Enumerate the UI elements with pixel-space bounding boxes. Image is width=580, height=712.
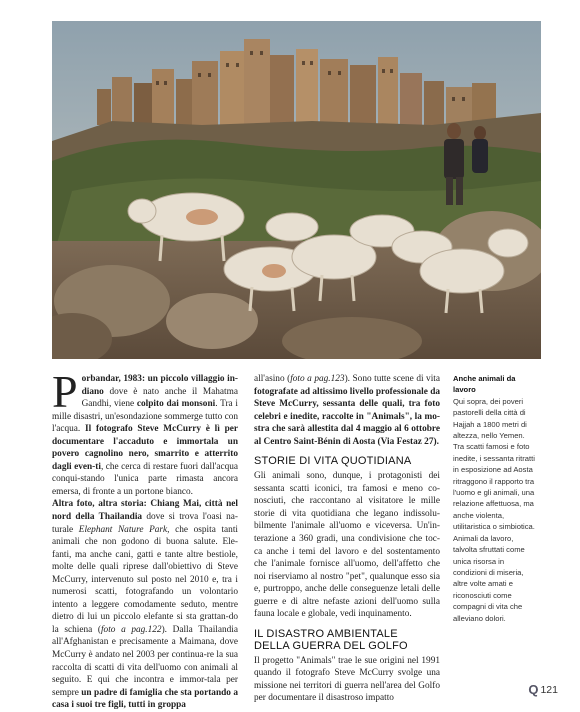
run: dove si trova l'oasi na-turale (52, 512, 238, 535)
section-heading-1: STORIE DI VITA QUOTIDIANA (254, 455, 412, 468)
paragraph-intro (52, 366, 239, 498)
run: foto a pag.123 (290, 374, 345, 384)
run: ). Sono tutte scene di vita (344, 374, 440, 384)
caption-text: Qui sopra, dei poveri pastorelli della città di Hajjah a 1800 metri di altezza, nello Yemen. Tra scatti famosi e foto inedite, i sessanta ritratti in esposizione ad Aosta ritraggono il rapporto tra l'uomo e gli animali, una relazione affettuosa, ma anche violenta, utilitaristica o simbiotica. Animali da lavoro, talvolta sfruttati come unica risorsa in condizioni di miseria, altre volte amati e riconosciuti come compagni di vita che alleviano dolori. (453, 396, 535, 623)
heading-line: IL DISASTRO AMBIENTALE (254, 627, 398, 640)
heading-line: DELLA GUERRA DEL GOLFO (254, 639, 408, 652)
run: Elephant Nature Park (78, 524, 168, 535)
paragraph-gulf: Il progetto "Animals" trae le sue origini nel 1991 quando il fotografo Steve McCurry svolge una missione nei territori di guerra nell'area del Golfo per documentare il disastroso impatto (254, 655, 440, 704)
run: all'asino ( (254, 374, 291, 384)
run: ). Dalla Thailandia all'Afghanistan e precisamente a Maimana, dove McCurry è andato nel 2003 per continua-re la sua raccolta di scatti di vita dell'uomo con animali al seguito. E qui che incontra e immor-tala per sempre (52, 624, 238, 698)
section-heading-2 (254, 628, 440, 652)
run: fotografate ad altissimo livello professionale da Steve McCurry, sessanta delle quali, tra foto celebri e inedite, raccolte in "Animals", la mo-stra che sarà allestita dal 4 maggio al 6 ottobre al Centro Saint-Bénin di Aosta (Via Festaz 27). (254, 386, 441, 447)
run: , che ospita tanti animali che non godono di buona salute. Ele-fanti, ma anche cani, gatti e tante altre bestiole, molte delle quali riprese dall'obiettivo di Steve McCurry, intervenuto sul posto nel 2010 e, tra i numerosi scatti, fotografando un volontario intento a leggere comodamente seduto, mentre dietro di lui un piccolo elefante si sta grattan-do la schiena ( (52, 524, 238, 635)
magazine-logo-icon: Q (528, 682, 539, 697)
run: Il fotografo Steve McCurry è lì per documentare l'accaduto e immortala un povero cagnolino nero, smarrito e atterrito dagli even-ti (52, 424, 238, 472)
page-number: 121 (540, 683, 558, 696)
article-column-1 (52, 366, 239, 712)
hero-photo (52, 21, 541, 359)
photo-caption (453, 373, 537, 624)
run: dove è nato anche il Mahatma Gandhi, viene (81, 386, 238, 410)
run: foto a pag.122 (100, 624, 162, 635)
run: Altra foto, altra storia: Chiang Mai, città nel nord della Thailandia (52, 499, 238, 523)
run: un padre di famiglia che sta portando a casa i suoi tre figli, tutti in groppa (52, 687, 238, 711)
article-column-2 (254, 373, 440, 705)
run: orbandar, 1983: un piccolo villaggio in-diano (81, 374, 238, 397)
run: colpito dai monsoni (136, 399, 216, 410)
paragraph-daily-life: Gli animali sono, dunque, i protagonisti dei sessanta scatti iconici, tra famosi e meno co-nosciuti, che raccontano al visitatore le mille storie di vita quotidiana che legano indissolu-bilmente l'animale all'uomo e viceversa. Un'in-terazione a 360 gradi, una condivisione che toc-ca anche i temi del lavoro e del sostentamento che l'animale fornisce all'uomo, dell'affetto che noi riserviamo al nostro "pet", qualunque esso sia e, purtroppo, anche delle conseguenze letali delle guerre e di altre nefaste azioni dell'uomo sulla fauna locale e globale, vedi inquinamento. (254, 471, 440, 620)
photo-illustration (52, 21, 541, 359)
drop-cap: P (52, 366, 78, 417)
page-folio (528, 682, 558, 697)
run: . Tra i mille disastri, un'esondazione sommerge tutto con l'acqua. (52, 399, 238, 435)
paragraph-exhibit (254, 373, 440, 448)
paragraph-thailand (52, 498, 238, 711)
run: , che cerca di restare fuori dall'acqua conqui-stando l'unica parte rimasta ancora emersa, di fronte a un portone bianco. (52, 461, 239, 497)
caption-heading: Anche animali da lavoro (453, 374, 516, 395)
